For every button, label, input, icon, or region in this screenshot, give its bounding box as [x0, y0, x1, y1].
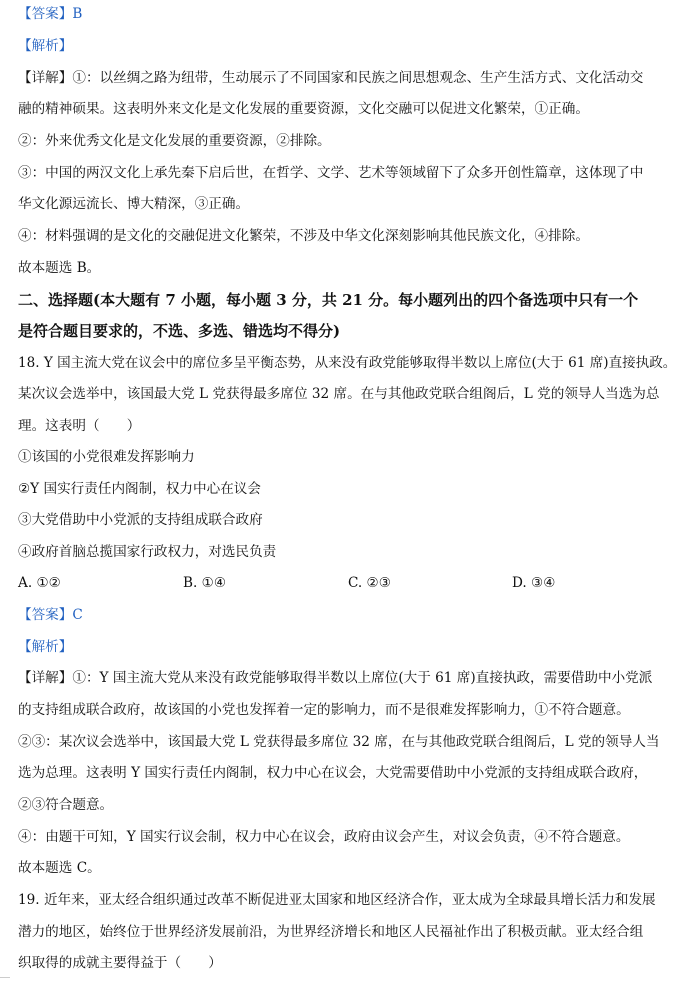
q18-stem-line: 理。这表明（ ） — [18, 418, 141, 434]
q18-detail-line: 选为总理。这表明 Y 国实行责任内阁制，权力中心在议会，大党需要借助中小党派的支持组成联合政府， — [18, 765, 648, 781]
section-heading: 二、选择题(本大题有 7 小题，每小题 3 分，共 21 分。每小题列出的四个备选项中只有一个 — [18, 291, 639, 309]
q18-statement: ④政府首脑总揽国家行政权力，对选民负责 — [18, 544, 277, 560]
q18-option-b: B. ①④ — [183, 575, 227, 591]
q18-detail-line: 的支持组成联合政府，故该国的小党也发挥着一定的影响力，而不是很难发挥影响力，①不符合题意。 — [18, 702, 630, 718]
q18-conclusion: 故本题选 C。 — [18, 860, 101, 876]
q18-option-c: C. ②③ — [348, 575, 391, 591]
q18-statement: ①该国的小党很难发挥影响力 — [18, 449, 195, 465]
q17-detail-line: ②：外来优秀文化是文化发展的重要资源，②排除。 — [18, 133, 331, 149]
q18-analysis-label: 【解析】 — [18, 639, 73, 655]
q18-statement: ③大党借助中小党派的支持组成联合政府 — [18, 512, 263, 528]
q18-option-d: D. ③④ — [512, 575, 556, 591]
q17-detail-line: ④：材料强调的是文化的交融促进文化繁荣，不涉及中华文化深刻影响其他民族文化，④排除。 — [18, 228, 589, 244]
q18-detail-line: ②③符合题意。 — [18, 797, 114, 813]
q18-detail-line: ④：由题干可知，Y 国实行议会制，权力中心在议会，政府由议会产生，对议会负责，④不符合题意。 — [18, 829, 630, 845]
q17-answer: 【答案】B — [18, 6, 83, 22]
q18-option-a: A. ①② — [18, 575, 61, 591]
q17-detail-line: 华文化源远流长、博大精深，③正确。 — [18, 196, 250, 212]
q18-stem-line: 某次议会选举中，该国最大党 L 党获得最多席位 32 席。在与其他政党联合组阁后，L 党的领导人当选为总 — [18, 386, 660, 402]
q17-conclusion: 故本题选 B。 — [18, 260, 101, 276]
q18-detail-line: ②③：某次议会选举中，该国最大党 L 党获得最多席位 32 席，在与其他政党联合组阁后，L 党的领导人当 — [18, 734, 660, 750]
q17-detail-line: 融的精神硕果。这表明外来文化是文化发展的重要资源，文化交融可以促进文化繁荣，①正确。 — [18, 101, 589, 117]
q18-statement: ②Y 国实行责任内阁制，权力中心在议会 — [18, 481, 261, 497]
q19-stem-line: 织取得的成就主要得益于（ ） — [18, 955, 222, 971]
q18-detail-line: 【详解】①：Y 国主流大党从来没有政党能够取得半数以上席位(大于 61 席)直接执政，需要借助中小党派 — [18, 670, 653, 686]
q19-stem-line: 潜力的地区，始终位于世界经济发展前沿，为世界经济增长和地区人民福祉作出了积极贡献。亚太经合组 — [18, 924, 644, 940]
q19-stem-line: 19. 近年来，亚太经合组织通过改革不断促进亚太国家和地区经济合作，亚太成为全球最具增长活力和发展 — [18, 892, 656, 908]
q17-analysis-label: 【解析】 — [18, 38, 73, 54]
q18-answer: 【答案】C — [18, 607, 83, 623]
q17-detail-line: 【详解】①：以丝绸之路为纽带，生动展示了不同国家和民族之间思想观念、生产生活方式、文化活动交 — [18, 70, 644, 86]
q17-detail-line: ③：中国的两汉文化上承先秦下启后世，在哲学、文学、艺术等领域留下了众多开创性篇章，这体现了中 — [18, 165, 644, 181]
page-corner-mark — [0, 977, 10, 984]
q18-stem-line: 18. Y 国主流大党在议会中的席位多呈平衡态势，从来没有政党能够取得半数以上席位(大于 61 席)直接执政。 — [18, 355, 677, 371]
section-heading: 是符合题目要求的，不选、多选、错选均不得分) — [18, 322, 341, 340]
